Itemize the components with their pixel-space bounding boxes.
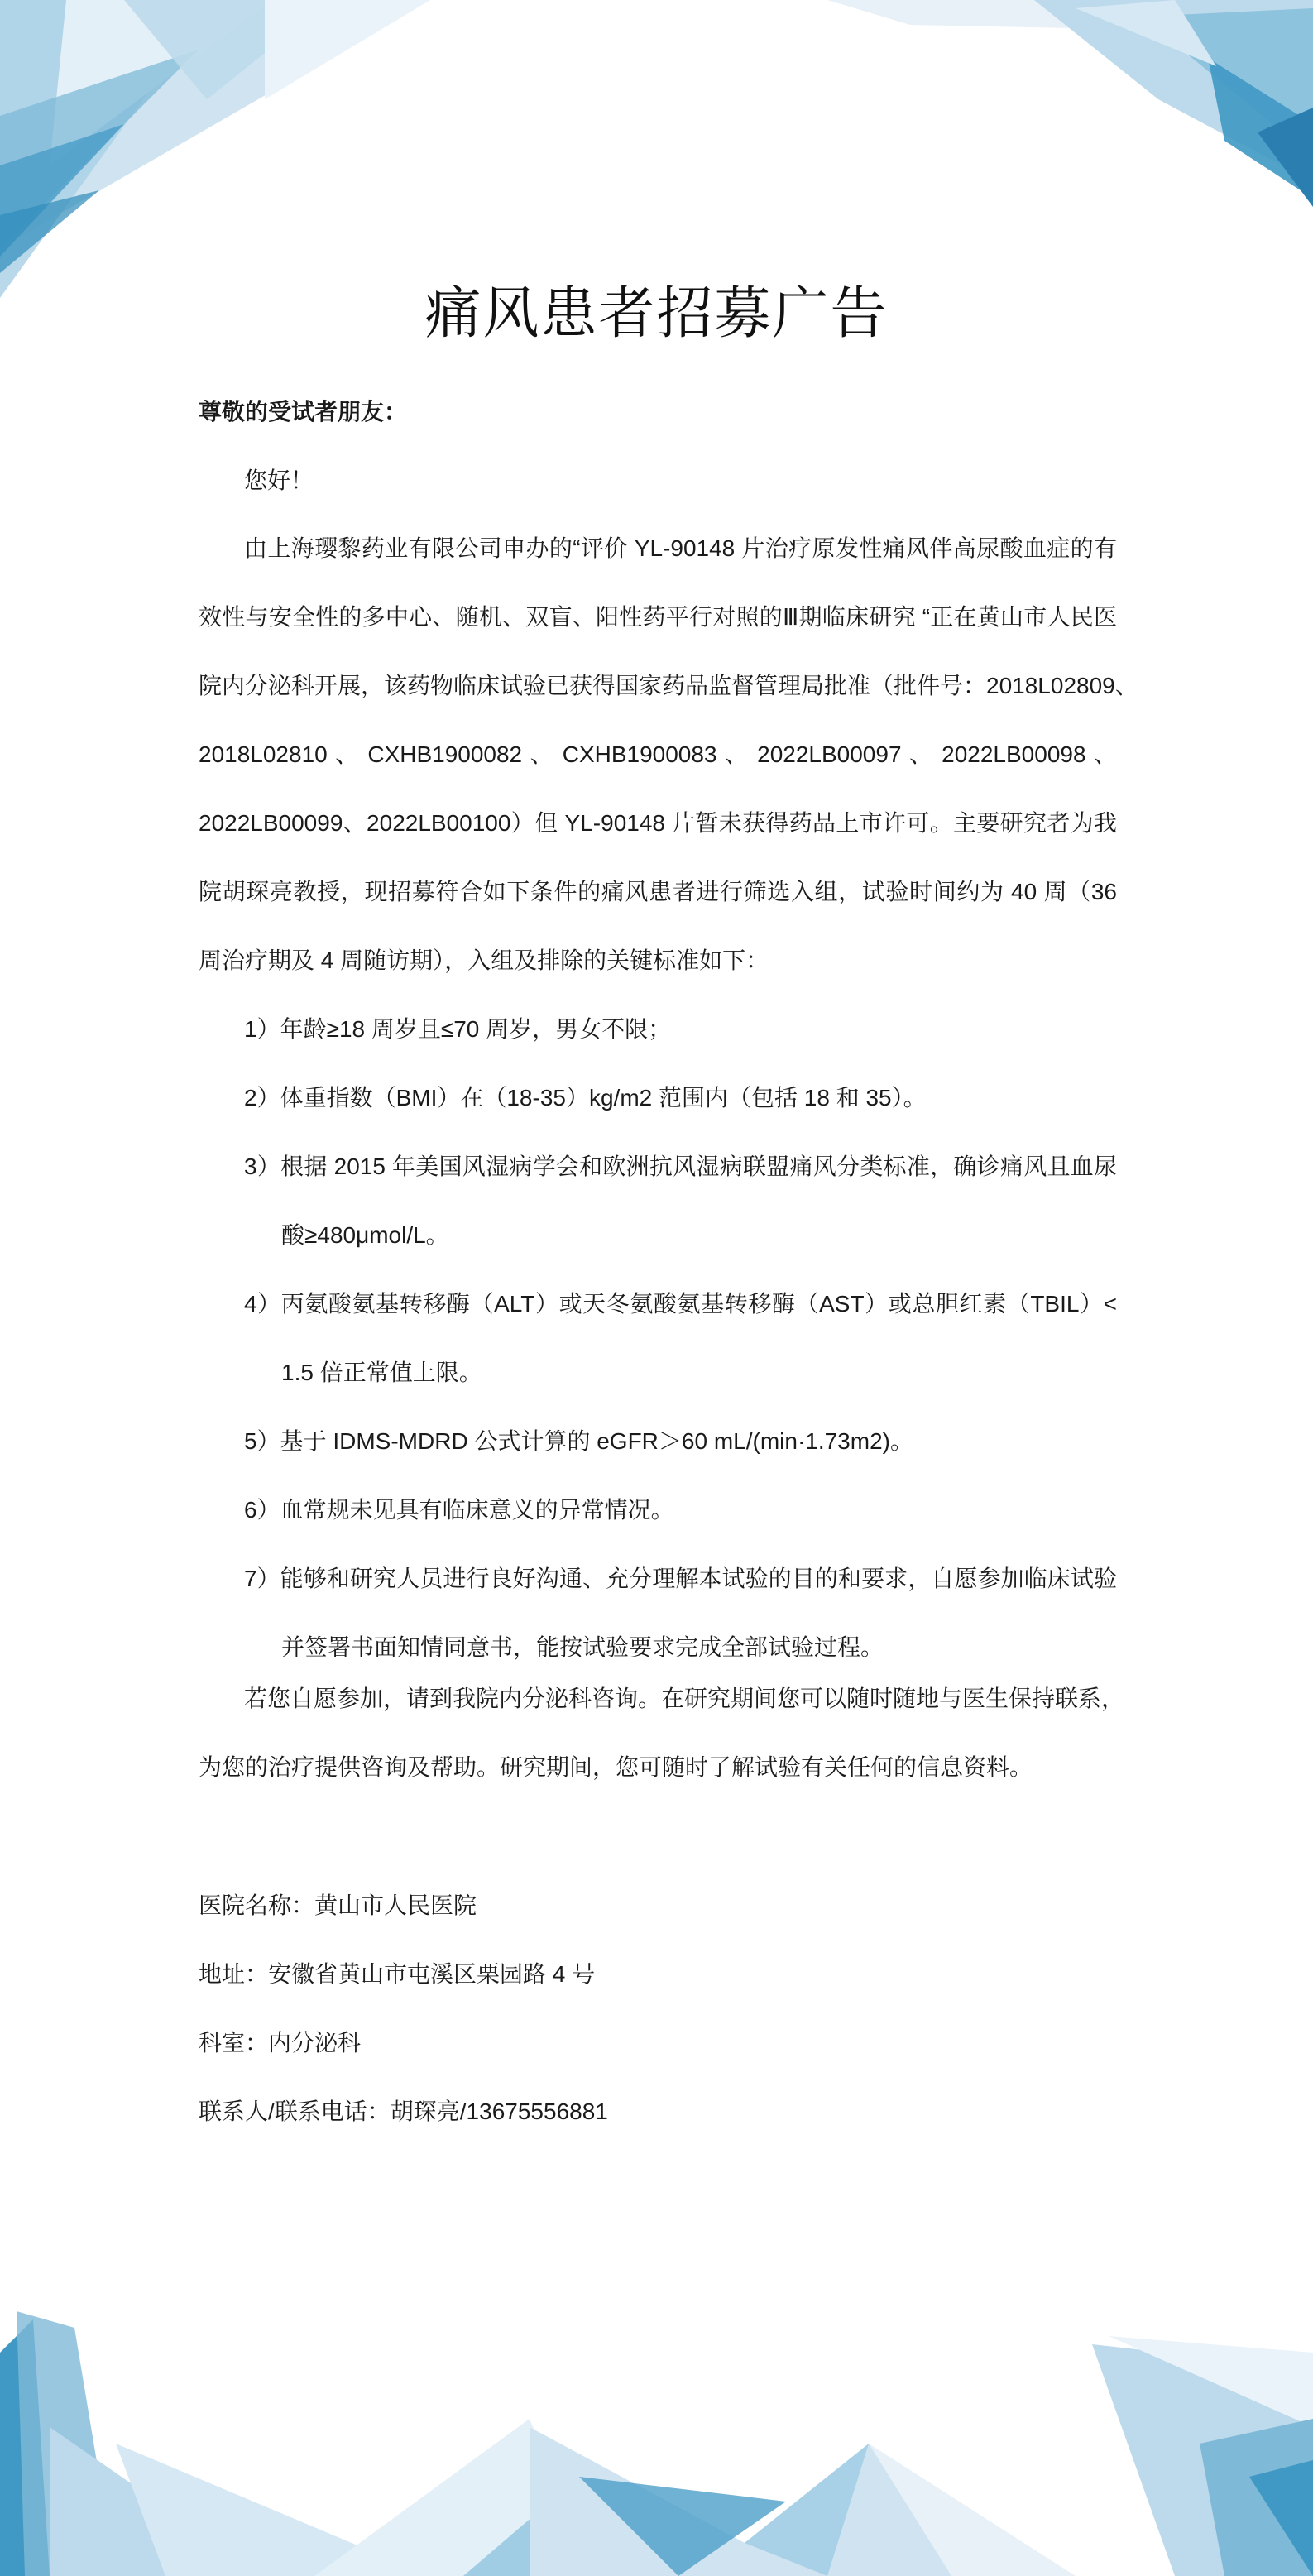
- intro-line: 由上海璎黎药业有限公司申办的“评价 YL-90148 片治疗原发性痛风伴高尿酸血症的有: [244, 535, 1117, 561]
- intro-line: 院内分泌科开展，该药物临床试验已获得国家药品监督管理局批准（批件号：2018L02809、: [199, 673, 1138, 698]
- intro-line: 2018L02810 、 CXHB1900082 、 CXHB1900083 、 2022LB00097 、 2022LB00098 、: [199, 741, 1117, 767]
- criterion-item: 1）年龄≥18 周岁且≤70 周岁，男女不限；: [244, 1016, 672, 1042]
- criterion-item: 7）能够和研究人员进行良好沟通、充分理解本试验的目的和要求，自愿参加临床试验: [244, 1566, 1117, 1591]
- intro-line: 周治疗期及 4 周随访期），入组及排除的关键标准如下：: [199, 947, 769, 973]
- criterion-item-continued: 并签署书面知情同意书，能按试验要求完成全部试验过程。: [281, 1634, 884, 1660]
- criterion-item: 5）基于 IDMS-MDRD 公式计算的 eGFR＞60 mL/(min·1.73m2)。: [244, 1428, 913, 1454]
- intro-line: 院胡琛亮教授，现招募符合如下条件的痛风患者进行筛选入组，试验时间约为 40 周（36: [199, 879, 1117, 904]
- criterion-item-continued: 1.5 倍正常值上限。: [281, 1360, 482, 1385]
- department: 科室：内分泌科: [199, 2030, 362, 2056]
- contact-phone: 联系人/联系电话：胡琛亮/13675556881: [199, 2099, 608, 2124]
- criterion-item: 4）丙氨酸氨基转移酶（ALT）或天冬氨酸氨基转移酶（AST）或总胆红素（TBIL）<: [244, 1291, 1117, 1317]
- closing-line: 若您自愿参加，请到我院内分泌科咨询。在研究期间您可以随时随地与医生保持联系，: [244, 1686, 1125, 1711]
- criterion-item: 3）根据 2015 年美国风湿病学会和欧洲抗风湿病联盟痛风分类标准，确诊痛风且血尿: [244, 1154, 1117, 1179]
- criterion-item: 6）血常规未见具有临床意义的异常情况。: [244, 1497, 674, 1523]
- intro-line: 效性与安全性的多中心、随机、双盲、阳性药平行对照的Ⅲ期临床研究 “正在黄山市人民医: [199, 604, 1117, 630]
- document-title: 痛风患者招募广告: [424, 281, 889, 347]
- greeting: 尊敬的受试者朋友：: [199, 398, 408, 425]
- closing-line: 为您的治疗提供咨询及帮助。研究期间，您可随时了解试验有关任何的信息资料。: [199, 1754, 1033, 1780]
- intro-line: 2022LB00099、2022LB00100）但 YL-90148 片暂未获得药品上市许可。主要研究者为我: [199, 810, 1117, 836]
- criterion-item: 2）体重指数（BMI）在（18-35）kg/m2 范围内（包括 18 和 35）。: [244, 1085, 927, 1111]
- hello-text: 您好！: [244, 468, 314, 493]
- hospital-address: 地址：安徽省黄山市屯溪区栗园路 4 号: [199, 1961, 596, 1987]
- hospital-name: 医院名称：黄山市人民医院: [199, 1892, 477, 1918]
- criterion-item-continued: 酸≥480μmol/L。: [281, 1222, 449, 1248]
